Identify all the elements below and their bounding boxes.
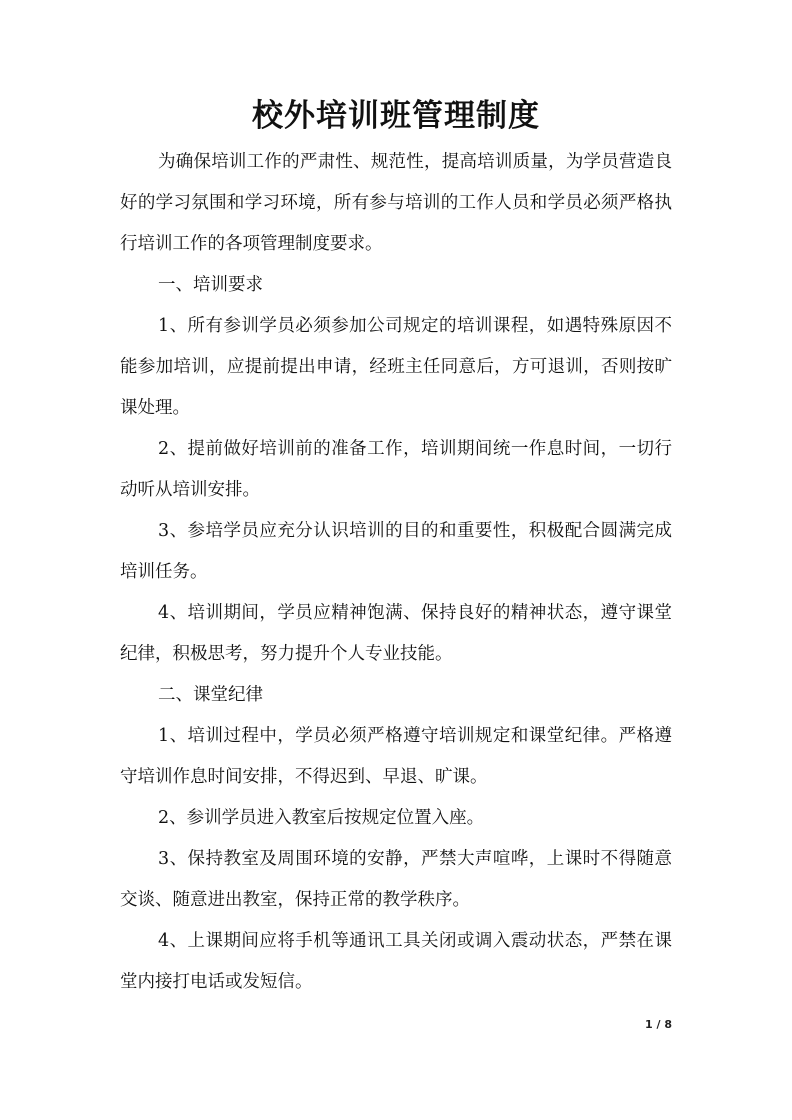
document-body bbox=[120, 142, 672, 1003]
paragraph-requirement-4: 4、培训期间，学员应精神饱满、保持良好的精神状态，遵守课堂纪律，积极思考，努力提升个人专业技能。 bbox=[120, 603, 672, 664]
section-heading-classroom-discipline: 二、课堂纪律 bbox=[158, 685, 263, 705]
paragraph-discipline-3: 3、保持教室及周围环境的安静，严禁大声喧哗，上课时不得随意交谈、随意进出教室，保持正常的教学秩序。 bbox=[120, 849, 672, 910]
page-number: 1 / 8 bbox=[645, 1018, 672, 1031]
document-title: 校外培训班管理制度 bbox=[252, 98, 540, 134]
paragraph-discipline-1: 1、培训过程中，学员必须严格遵守培训规定和课堂纪律。严格遵守培训作息时间安排，不得迟到、早退、旷课。 bbox=[120, 726, 672, 787]
section-heading-training-requirements: 一、培训要求 bbox=[158, 275, 263, 295]
paragraph-discipline-4: 4、上课期间应将手机等通讯工具关闭或调入震动状态，严禁在课堂内接打电话或发短信。 bbox=[120, 931, 672, 992]
paragraph-discipline-2: 2、参训学员进入教室后按规定位置入座。 bbox=[158, 808, 485, 828]
paragraph-requirement-3: 3、参培学员应充分认识培训的目的和重要性，积极配合圆满完成培训任务。 bbox=[120, 521, 672, 582]
paragraph-intro: 为确保培训工作的严肃性、规范性，提高培训质量，为学员营造良好的学习氛围和学习环境，所有参与培训的工作人员和学员必须严格执行培训工作的各项管理制度要求。 bbox=[120, 152, 672, 254]
paragraph-requirement-1: 1、所有参训学员必须参加公司规定的培训课程，如遇特殊原因不能参加培训，应提前提出申请，经班主任同意后，方可退训，否则按旷课处理。 bbox=[120, 316, 672, 418]
paragraph-requirement-2: 2、提前做好培训前的准备工作，培训期间统一作息时间，一切行动听从培训安排。 bbox=[120, 439, 672, 500]
